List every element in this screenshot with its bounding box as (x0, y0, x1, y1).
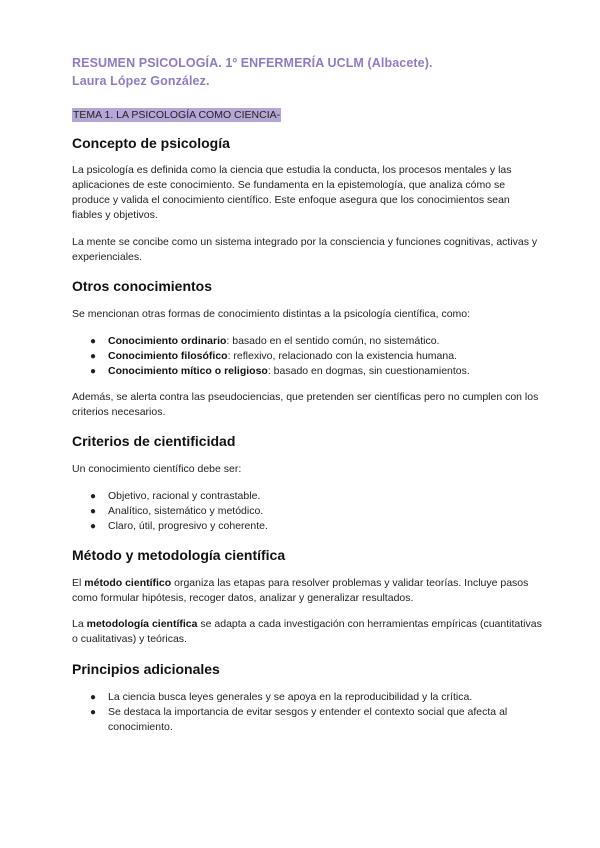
list-otros-conocimientos (72, 334, 542, 379)
bold-term: método científico (84, 577, 172, 589)
list-item-term: Conocimiento mítico o religioso (108, 365, 268, 377)
list-item-desc: : basado en dogmas, sin cuestionamientos. (267, 365, 470, 377)
list-item (72, 690, 542, 705)
list-item-desc: : reflexivo, relacionado con la existencia humana. (227, 350, 457, 362)
section-heading-principios: Principios adicionales (72, 661, 220, 677)
list-item-text: La ciencia busca leyes generales y se apoya en la reproducibilidad y la crítica. (108, 691, 473, 703)
list-item (72, 504, 542, 519)
section-heading-metodo: Método y metodología científica (72, 547, 286, 563)
text-run: se adapta a cada investigación con herramientas empíricas (cuantitativas o cualitativas) y teóricas. (72, 618, 542, 645)
section-heading-concepto: Concepto de psicología (72, 135, 230, 151)
bullet-icon: ● (90, 491, 97, 502)
list-item (72, 349, 542, 364)
chapter-heading-highlighted: TEMA 1. LA PSICOLOGÍA COMO CIENCIA- (73, 109, 281, 121)
bullet-icon: ● (90, 336, 97, 347)
section-heading-criterios: Criterios de cientificidad (72, 433, 236, 449)
list-item-text: Se destaca la importancia de evitar sesgos y entender el contexto social que afecta al conocimiento. (108, 706, 508, 733)
bullet-icon: ● (90, 692, 97, 703)
list-item-desc: : basado en el sentido común, no sistemático. (226, 335, 440, 347)
bullet-icon: ● (90, 506, 97, 517)
list-item-text: Objetivo, racional y contrastable. (108, 490, 261, 502)
bold-term: metodología científica (86, 618, 198, 630)
list-item-term: Conocimiento filosófico (108, 350, 228, 362)
list-item (72, 705, 542, 735)
list-item-text: Claro, útil, progresivo y coherente. (108, 520, 268, 532)
list-item-term: Conocimiento ordinario (108, 335, 227, 347)
paragraph-otros-outro: Además, se alerta contra las pseudociencias, que pretenden ser científicas pero no cumplen con los criterios necesarios. (72, 391, 539, 418)
document-title: RESUMEN PSICOLOGÍA. 1º ENFERMERÍA UCLM (Albacete). (72, 56, 433, 70)
bullet-icon: ● (90, 351, 97, 362)
text-run: La (72, 618, 87, 630)
section-heading-otros: Otros conocimientos (72, 278, 213, 294)
list-item (72, 489, 542, 504)
bullet-icon: ● (90, 521, 97, 532)
list-item (72, 364, 542, 379)
list-item (72, 519, 542, 534)
document-author: Laura López González. (72, 74, 210, 88)
paragraph-concepto-1: La psicología es definida como la ciencia que estudia la conducta, los procesos mentales y las aplicaciones de este conocimiento. Se fundamenta en la epistemología, que analiza cómo se produce y valida el conocimiento científico. Este enfoque asegura que los conocimientos sean fiables y objetivos. (72, 164, 512, 221)
paragraph-otros-intro: Se mencionan otras formas de conocimiento distintas a la psicología científica, como: (72, 308, 471, 320)
paragraph-metodo-1 (72, 576, 542, 606)
paragraph-metodo-2 (72, 617, 542, 647)
paragraph-criterios-intro: Un conocimiento científico debe ser: (72, 463, 242, 475)
list-item (72, 334, 542, 349)
paragraph-concepto-2: La mente se concibe como un sistema integrado por la consciencia y funciones cognitivas, activas y experienciales. (72, 236, 538, 263)
bullet-icon: ● (90, 707, 97, 718)
text-run: El (72, 577, 85, 589)
text-run: organiza las etapas para resolver problemas y validar teorías. Incluye pasos como formular hipótesis, recoger datos, analizar y generalizar resultados. (72, 577, 529, 604)
bullet-icon: ● (90, 366, 97, 377)
list-item-text: Analítico, sistemático y metódico. (108, 505, 264, 517)
list-criterios (72, 489, 542, 534)
list-principios (72, 690, 542, 735)
